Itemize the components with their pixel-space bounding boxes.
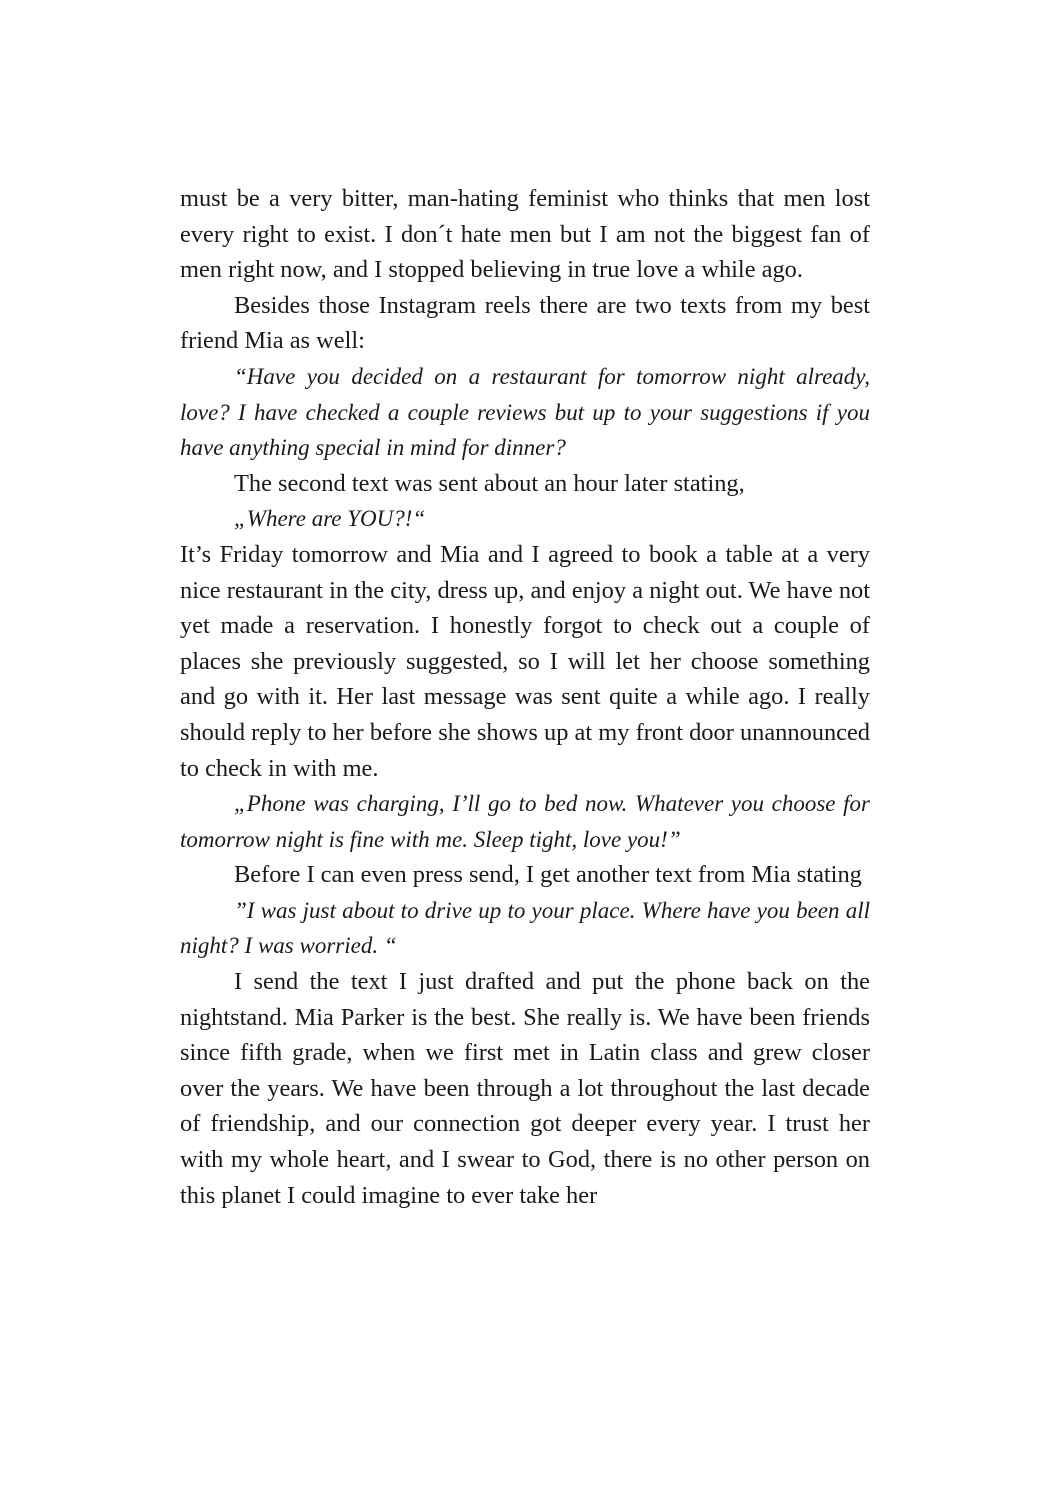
text-message-where-are-you: „Where are YOU?!“ (234, 506, 426, 532)
paragraph-friday-plans: It’s Friday tomorrow and Mia and I agreed to book a table at a very nice restaurant in the city, dress up, and enjoy a night out. We have not yet made a reservation. I honestly forgot to check out a couple of places she previously suggested, so I will let her choose something and go with it. Her last message was sent quite a while ago. I really should reply to her before she shows up at my front door unannounced to check in with me. (180, 540, 870, 782)
paragraph-second-text: The second text was sent about an hour later stating, (234, 469, 745, 497)
page-body (180, 181, 870, 1213)
text-message-worried: ”I was just about to drive up to your place. Where have you been all night? I was worried. “ (180, 897, 870, 959)
paragraph-continuation: must be a very bitter, man-hating feminist who thinks that men lost every right to exist. I don´t hate men but I am not the biggest fan of men right now, and I stopped believing in true love a while ago. (180, 185, 870, 284)
text-message-restaurant: “Have you decided on a restaurant for tomorrow night already, love? I have checked a couple reviews but up to your suggestions if you have anything special in mind for dinner? (180, 363, 870, 461)
paragraph-instagram-texts: Besides those Instagram reels there are two texts from my best friend Mia as well: (180, 291, 870, 355)
paragraph-mia-parker: I send the text I just drafted and put the phone back on the nightstand. Mia Parker is the best. She really is. We have been friends since fifth grade, when we first met in Latin class and grew closer over the years. We have been through a lot throughout the last decade of friendship, and our connection got deeper every year. I trust her with my whole heart, and I swear to God, there is no other person on this planet I could imagine to ever take her (180, 968, 870, 1209)
text-message-reply: „Phone was charging, I’ll go to bed now. Whatever you choose for tomorrow night is fine with me. Sleep tight, love you!” (180, 791, 870, 852)
paragraph-before-send: Before I can even press send, I get another text from Mia stating (234, 861, 862, 889)
